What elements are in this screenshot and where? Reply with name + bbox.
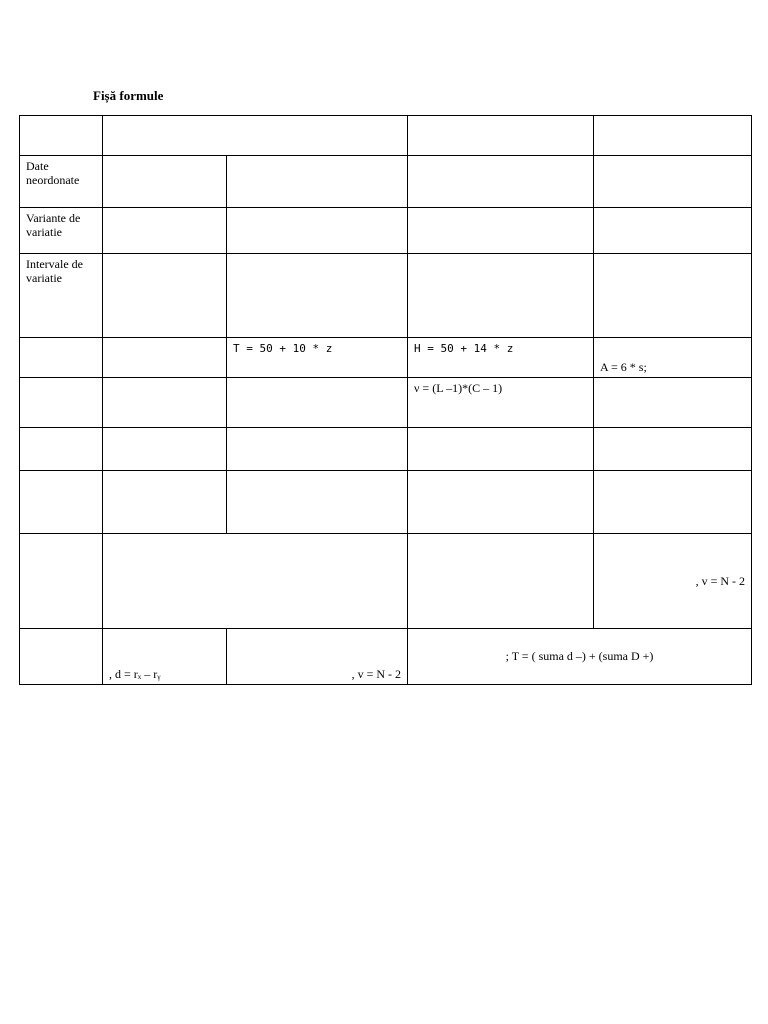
- formula-cell: [594, 208, 752, 254]
- row-label-cell: Variante de variatie: [20, 208, 103, 254]
- formula-cell: [408, 254, 594, 338]
- formula-cell: [103, 156, 227, 208]
- formula-table: [19, 115, 752, 685]
- formula-cell: , v = N - 2: [227, 629, 408, 685]
- row-label-cell: [20, 534, 103, 629]
- formula-cell: [227, 156, 408, 208]
- formula-cell: [594, 254, 752, 338]
- formula-cell: [408, 428, 594, 471]
- formula-cell: [594, 471, 752, 534]
- formula-cell: [103, 254, 227, 338]
- formula-cell: [227, 428, 408, 471]
- formula-cell: [103, 471, 227, 534]
- formula-cell: [408, 208, 594, 254]
- formula-cell: A = 6 * s;: [594, 338, 752, 378]
- formula-cell: [103, 534, 408, 629]
- formula-cell: [594, 428, 752, 471]
- table-row: [20, 629, 752, 685]
- row-label-cell: [20, 471, 103, 534]
- formula-cell: [594, 156, 752, 208]
- table-row: [20, 208, 752, 254]
- formula-cell: [227, 254, 408, 338]
- formula-cell: H = 50 + 14 * z: [408, 338, 594, 378]
- formula-cell: ν = (L –1)*(C – 1): [408, 378, 594, 428]
- table-row: [20, 156, 752, 208]
- formula-cell: ; T = ( suma d –) + (suma D +): [408, 629, 752, 685]
- table-row: [20, 338, 752, 378]
- table-row: [20, 534, 752, 629]
- formula-cell: [408, 116, 594, 156]
- row-label-cell: [20, 629, 103, 685]
- formula-cell: [103, 378, 227, 428]
- row-label-cell: Intervale de variatie: [20, 254, 103, 338]
- formula-cell: [227, 471, 408, 534]
- formula-cell: [103, 338, 227, 378]
- row-label-cell: [20, 378, 103, 428]
- table-row: [20, 471, 752, 534]
- formula-cell: [408, 471, 594, 534]
- table-row: [20, 116, 752, 156]
- row-label-cell: [20, 338, 103, 378]
- table-row: [20, 254, 752, 338]
- row-label-cell: [20, 116, 103, 156]
- formula-cell: [594, 116, 752, 156]
- formula-cell: , v = N - 2: [594, 534, 752, 629]
- formula-cell: [594, 378, 752, 428]
- formula-cell: [227, 378, 408, 428]
- formula-cell: T = 50 + 10 * z: [227, 338, 408, 378]
- formula-cell: , d = rₓ – rᵧ: [103, 629, 227, 685]
- formula-cell: [103, 428, 227, 471]
- row-label-cell: [20, 428, 103, 471]
- formula-cell: [408, 534, 594, 629]
- formula-cell: [408, 156, 594, 208]
- table-row: [20, 428, 752, 471]
- formula-cell: [227, 208, 408, 254]
- table-row: [20, 378, 752, 428]
- formula-cell: [103, 116, 408, 156]
- formula-cell: [103, 208, 227, 254]
- row-label-cell: Date neordonate: [20, 156, 103, 208]
- document-title: Fișă formule: [93, 88, 164, 103]
